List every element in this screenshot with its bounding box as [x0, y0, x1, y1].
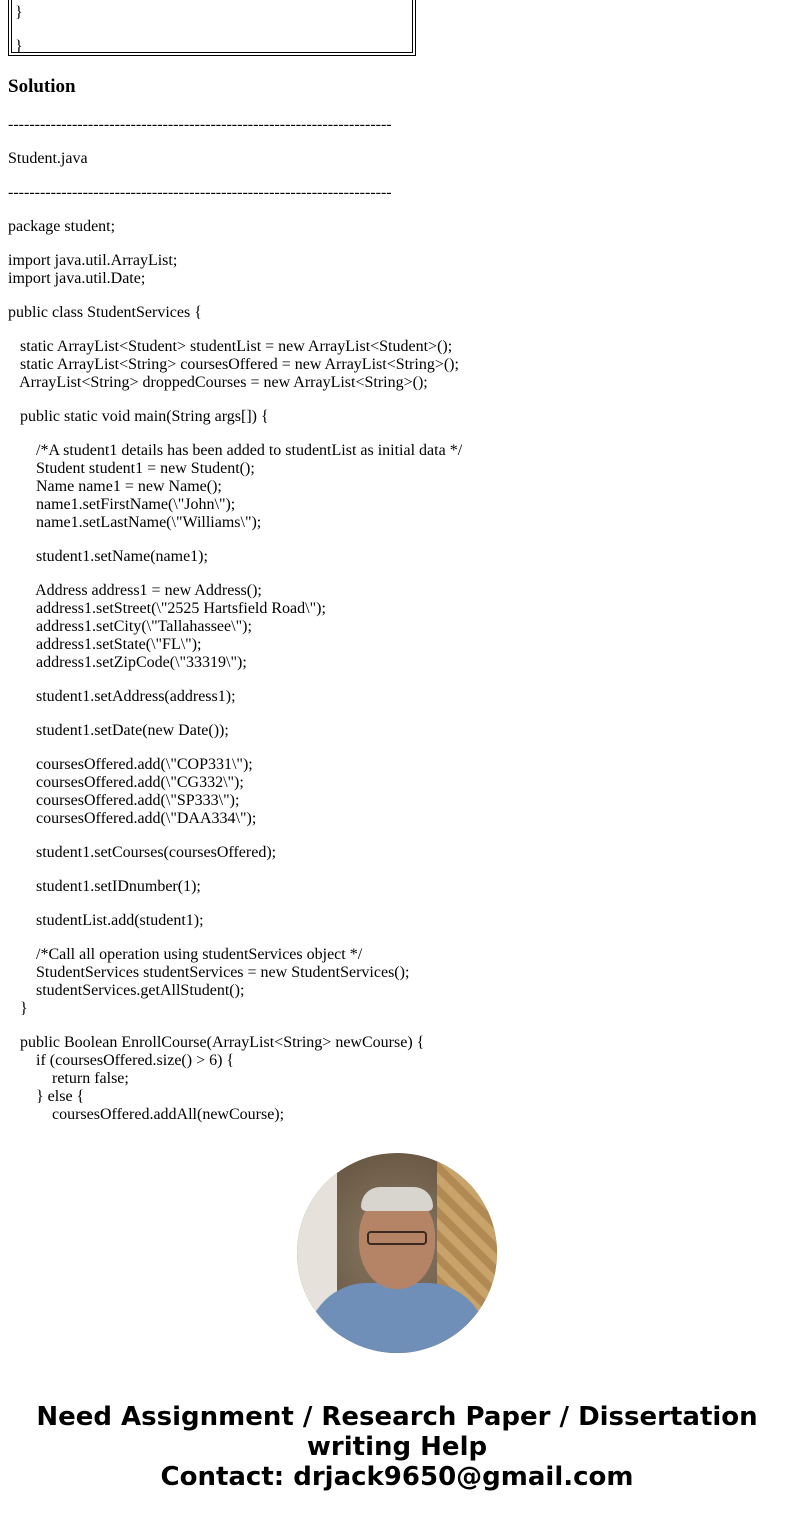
code-line: }: [8, 1000, 28, 1017]
code-paragraph: [8, 338, 768, 392]
author-avatar: [297, 1153, 497, 1353]
code-line: coursesOffered.addAll(newCourse);: [8, 1106, 285, 1123]
solution-content: [8, 116, 768, 1123]
previous-code-box-inner: [11, 0, 413, 53]
code-paragraph: [8, 878, 768, 896]
code-paragraph: [8, 844, 768, 862]
avatar-glasses: [367, 1231, 427, 1245]
code-line: coursesOffered.add(\"SP333\");: [8, 792, 240, 809]
code-line: public class StudentServices {: [8, 304, 202, 321]
code-line: StudentServices studentServices = new StudentServices();: [8, 964, 410, 981]
code-line: static ArrayList<Student> studentList = new ArrayList<Student>();: [8, 338, 453, 355]
code-line: studentServices.getAllStudent();: [8, 982, 245, 999]
solution-heading: Solution: [8, 76, 76, 97]
code-line: address1.setStreet(\"2525 Hartsfield Road\");: [8, 600, 326, 617]
code-line: studentList.add(student1);: [8, 912, 204, 929]
code-paragraph: [8, 1034, 768, 1123]
avatar-shirt: [307, 1283, 487, 1353]
previous-code-line: }: [15, 38, 23, 55]
code-line: /*A student1 details has been added to studentList as initial data */: [8, 442, 463, 459]
code-line: public static void main(String args[]) {: [8, 408, 269, 425]
code-line: /*Call all operation using studentServices object */: [8, 946, 363, 963]
code-line: address1.setCity(\"Tallahassee\");: [8, 618, 252, 635]
code-listing: [8, 218, 768, 1123]
code-paragraph: [8, 548, 768, 566]
code-line: if (coursesOffered.size() > 6) {: [8, 1052, 235, 1069]
code-paragraph: [8, 218, 768, 236]
code-line: Student student1 = new Student();: [8, 460, 255, 477]
promo-line: Need Assignment / Research Paper / Dissertation: [36, 1402, 758, 1432]
previous-code-line: }: [15, 4, 23, 21]
separator-line: ------------------------------------------------------------------------: [8, 116, 392, 133]
code-paragraph: [8, 756, 768, 828]
code-line: package student;: [8, 218, 116, 235]
code-line: address1.setZipCode(\"33319\");: [8, 654, 247, 671]
code-line: } else {: [8, 1088, 85, 1105]
code-paragraph: [8, 722, 768, 740]
file-name: Student.java: [8, 150, 88, 167]
code-line: import java.util.ArrayList;: [8, 252, 178, 269]
code-line: coursesOffered.add(\"DAA334\");: [8, 810, 257, 827]
code-line: name1.setFirstName(\"John\");: [8, 496, 236, 513]
code-paragraph: [8, 304, 768, 322]
code-paragraph: [8, 688, 768, 706]
code-line: static ArrayList<String> coursesOffered = new ArrayList<String>();: [8, 356, 459, 373]
code-line: ArrayList<String> droppedCourses = new ArrayList<String>();: [8, 374, 428, 391]
code-line: coursesOffered.add(\"CG332\");: [8, 774, 244, 791]
code-paragraph: [8, 946, 768, 1018]
code-line: import java.util.Date;: [8, 270, 146, 287]
code-line: public Boolean EnrollCourse(ArrayList<String> newCourse) {: [8, 1034, 425, 1051]
code-line: Address address1 = new Address();: [8, 582, 262, 599]
code-line: student1.setCourses(coursesOffered);: [8, 844, 277, 861]
contact-line: Contact: drjack9650@gmail.com: [160, 1462, 634, 1492]
previous-code-box: [8, 0, 416, 56]
code-paragraph: [8, 252, 768, 288]
code-paragraph: [8, 408, 768, 426]
code-line: student1.setIDnumber(1);: [8, 878, 201, 895]
code-line: address1.setState(\"FL\");: [8, 636, 202, 653]
code-line: name1.setLastName(\"Williams\");: [8, 514, 262, 531]
separator-line: ------------------------------------------------------------------------: [8, 184, 392, 201]
avatar-hair: [361, 1187, 433, 1211]
code-paragraph: [8, 582, 768, 672]
code-paragraph: [8, 912, 768, 930]
code-line: student1.setAddress(address1);: [8, 688, 236, 705]
promo-line: writing Help: [306, 1432, 488, 1462]
code-line: student1.setDate(new Date());: [8, 722, 229, 739]
code-paragraph: [8, 442, 768, 532]
code-line: Name name1 = new Name();: [8, 478, 222, 495]
code-line: student1.setName(name1);: [8, 548, 208, 565]
promo-footer: [0, 1402, 794, 1492]
code-line: return false;: [8, 1070, 129, 1087]
code-line: coursesOffered.add(\"COP331\");: [8, 756, 253, 773]
